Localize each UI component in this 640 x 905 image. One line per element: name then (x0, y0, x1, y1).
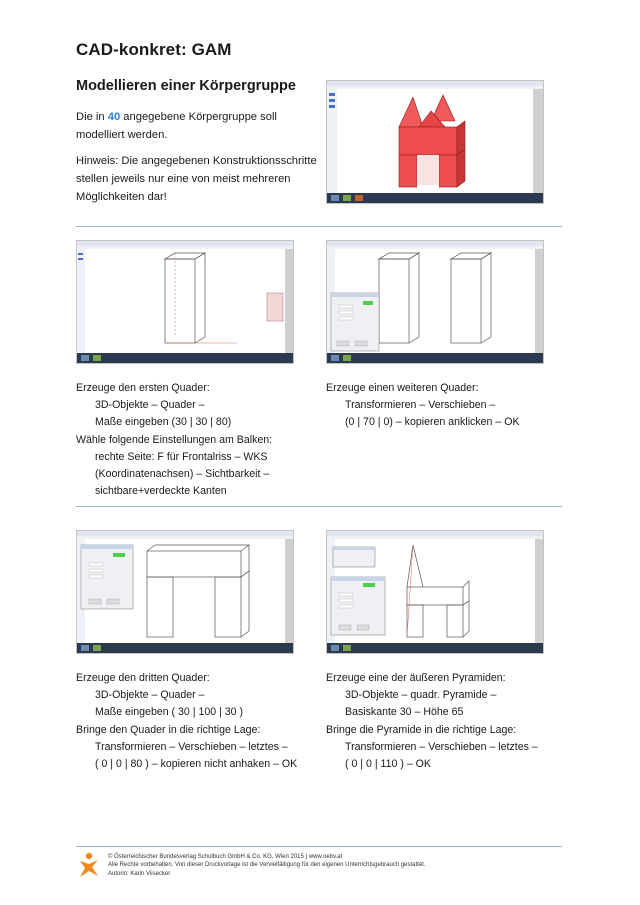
footer-text: © Österreichischer Bundesverlag Schulbuch GmbH & Co. KG, Wien 2015 | www.oebv.at Alle Rechte vorbehalten. Von dieser Druckvorlage ist die Vervielfältigung für den eigenen Unterrichtsgebrauch gestattet. Autorin: Karin Viisecker (108, 854, 426, 877)
screenshot-step-3 (76, 530, 294, 654)
step-1-instructions: Erzeuge den ersten Quader: 3D-Objekte – Quader – Maße eingeben (30 | 30 | 80) Wähle folgende Einstellungen am Balken: rechte Seite: F für Frontalriss – WKS (Koordinatenachsen) – Sichtbarkeit – sichtbare+verdeckte Kanten (76, 382, 273, 498)
screenshot-final-model (326, 80, 544, 204)
step-3-instructions: Erzeuge den dritten Quader: 3D-Objekte – Quader – Maße eingeben ( 30 | 100 | 30 ) Bringe den Quader in die richtige Lage: Transformieren – Verschieben – letztes – ( 0 | 0 | 80 ) – kopieren nicht anhaken – OK (76, 672, 298, 771)
divider (76, 226, 562, 227)
step-4-instructions: Erzeuge eine der äußeren Pyramiden: 3D-Objekte – quadr. Pyramide – Basiskante 30 – Höhe 65 Bringe die Pyramide in die richtige Lage: Transformieren – Verschieben – letztes – ( 0 | 0 | 110 ) – OK (326, 672, 538, 771)
section-title: Modellieren einer Körpergruppe (76, 78, 296, 94)
step-2-instructions: Erzeuge einen weiteren Quader: Transformieren – Verschieben – (0 | 70 | 0) – kopieren anklicken – OK (326, 382, 520, 429)
intro-text: Die in 40 angegebene Körpergruppe soll modelliert werden. (76, 111, 277, 141)
publisher-logo-icon (76, 852, 102, 880)
hint-text: Hinweis: Die angegebenen Konstruktionsschritte stellen jeweils nur eine von meist mehreren Möglichkeiten dar! (76, 155, 317, 203)
screenshot-step-4 (326, 530, 544, 654)
page-title: CAD-konkret: GAM (76, 40, 232, 59)
screenshot-step-1 (76, 240, 294, 364)
reference-number: 40 (107, 111, 121, 123)
footer-divider (76, 846, 562, 847)
divider (76, 506, 562, 507)
screenshot-step-2 (326, 240, 544, 364)
